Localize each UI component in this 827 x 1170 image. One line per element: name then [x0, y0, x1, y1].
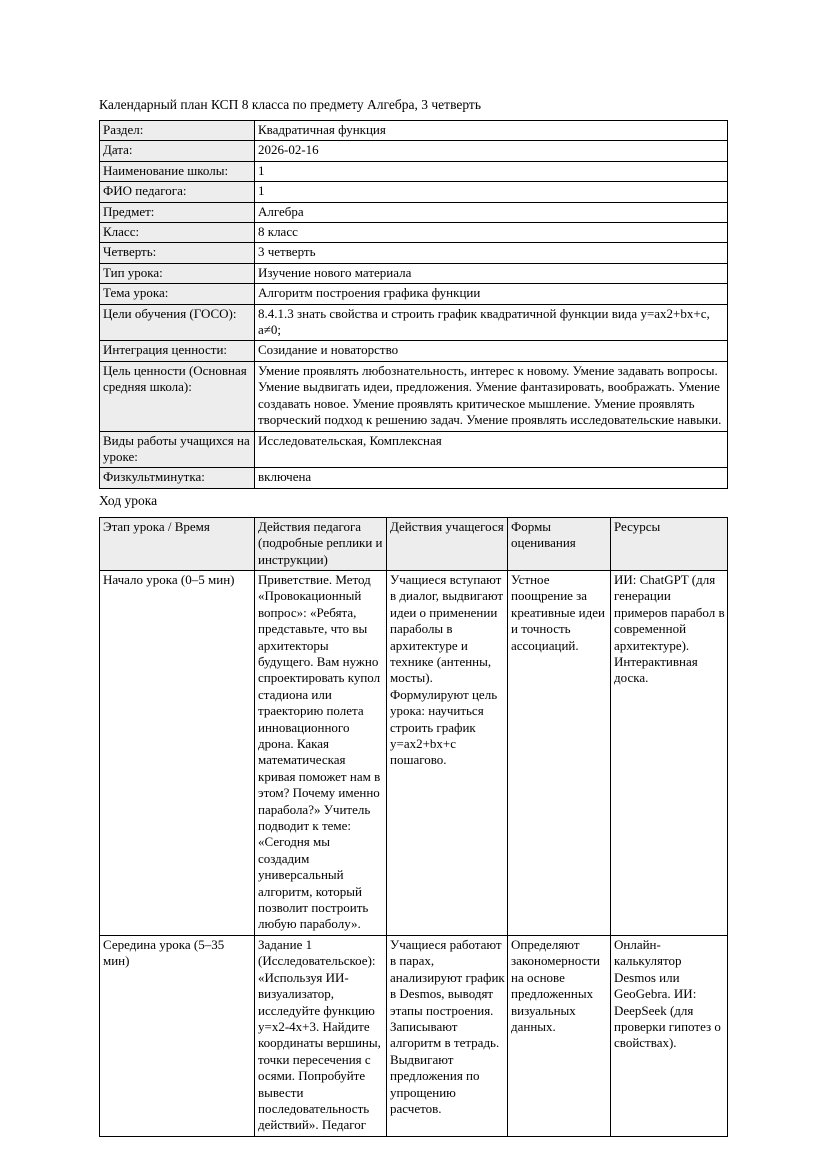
- lesson-flow-table: [99, 517, 728, 1137]
- table-row: [100, 341, 728, 361]
- cell-teacher-actions: Приветствие. Метод «Провокационный вопрос»: «Ребята, представьте, что вы архитекторы будущего. Вам нужно спроектировать купол стадиона или траекторию полета инновационного дрона. Какая математическая кривая поможет нам в этом? Почему именно парабола?» Учитель подводит к теме: «Сегодня мы создадим универсальный алгоритм, который позволит построить любую параболу».: [255, 570, 387, 935]
- info-value: Умение проявлять любознательность, интерес к новому. Умение задавать вопросы. Умение выдвигать идеи, предложения. Умение фантазировать, воображать. Умение создавать новое. Умение проявлять критическое мышление. Умение проявлять творческий подход к решению задач. Умение проявлять исследовательские навыки.: [255, 361, 728, 431]
- info-label: Четверть:: [100, 243, 255, 263]
- table-row: [100, 202, 728, 222]
- table-row: [100, 570, 728, 935]
- info-label: Цель ценности (Основная средняя школа):: [100, 361, 255, 431]
- table-row: [100, 141, 728, 161]
- table-row: [100, 182, 728, 202]
- info-value: включена: [255, 468, 728, 488]
- lesson-flow-heading: Ход урока: [99, 492, 158, 508]
- table-row: [100, 121, 728, 141]
- info-label: Физкультминутка:: [100, 468, 255, 488]
- info-label: Цели обучения (ГОСО):: [100, 304, 255, 341]
- column-header-stage: Этап урока / Время: [100, 517, 255, 570]
- table-header-row: [100, 517, 728, 570]
- table-row: [100, 284, 728, 304]
- cell-resources: Онлайн-калькулятор Desmos или GeoGebra. ИИ: DeepSeek (для проверки гипотез о свойствах).: [611, 935, 728, 1136]
- column-header-assessment-forms: Формы оценивания: [508, 517, 611, 570]
- table-row: [100, 243, 728, 263]
- table-row: [100, 431, 728, 468]
- info-label: ФИО педагога:: [100, 182, 255, 202]
- info-label: Виды работы учащихся на уроке:: [100, 431, 255, 468]
- column-header-teacher-actions: Действия педагога (подробные реплики и инструкции): [255, 517, 387, 570]
- table-row: [100, 263, 728, 283]
- info-value: 2026-02-16: [255, 141, 728, 161]
- table-row: [100, 361, 728, 431]
- info-label: Класс:: [100, 223, 255, 243]
- cell-teacher-actions: Задание 1 (Исследовательское): «Используя ИИ-визуализатор, исследуйте функцию y=x2-4x+3. Найдите координаты вершины, точки пересечения с осями. Попробуйте вывести последовательность действий». Педагог: [255, 935, 387, 1136]
- column-header-resources: Ресурсы: [611, 517, 728, 570]
- info-label: Наименование школы:: [100, 161, 255, 181]
- page-title: Календарный план КСП 8 класса по предмету Алгебра, 3 четверть: [99, 97, 481, 112]
- info-value: 1: [255, 161, 728, 181]
- info-label: Предмет:: [100, 202, 255, 222]
- info-value: 1: [255, 182, 728, 202]
- table-row: [100, 223, 728, 243]
- info-value: Квадратичная функция: [255, 121, 728, 141]
- info-label: Тема урока:: [100, 284, 255, 304]
- cell-assessment: Определяют закономерности на основе предложенных визуальных данных.: [508, 935, 611, 1136]
- cell-student-actions: Учащиеся работают в парах, анализируют график в Desmos, выводят этапы построения. Записывают алгоритм в тетрадь. Выдвигают предложения по упрощению расчетов.: [387, 935, 508, 1136]
- cell-student-actions: Учащиеся вступают в диалог, выдвигают идеи о применении параболы в архитектуре и технике (антенны, мосты). Формулируют цель урока: научиться строить график y=ax2+bx+c пошагово.: [387, 570, 508, 935]
- info-value: 8 класс: [255, 223, 728, 243]
- info-value: 8.4.1.3 знать свойства и строить график квадратичной функции вида y=ax2+bx+c, a≠0;: [255, 304, 728, 341]
- lesson-info-body: [100, 121, 728, 489]
- column-header-student-actions: Действия учащегося: [387, 517, 508, 570]
- cell-stage: Середина урока (5–35 мин): [100, 935, 255, 1136]
- info-value: Исследовательская, Комплексная: [255, 431, 728, 468]
- info-label: Интеграция ценности:: [100, 341, 255, 361]
- table-row: [100, 468, 728, 488]
- info-value: Алгебра: [255, 202, 728, 222]
- cell-resources: ИИ: ChatGPT (для генерации примеров парабол в современной архитектуре). Интерактивная доска.: [611, 570, 728, 935]
- document-content: [99, 96, 727, 1137]
- table-row: [100, 161, 728, 181]
- cell-stage: Начало урока (0–5 мин): [100, 570, 255, 935]
- lesson-flow-header: [100, 517, 728, 570]
- lesson-info-table: [99, 120, 728, 489]
- lesson-flow-body: [100, 570, 728, 1136]
- info-value: Алгоритм построения графика функции: [255, 284, 728, 304]
- info-value: Изучение нового материала: [255, 263, 728, 283]
- info-value: Созидание и новаторство: [255, 341, 728, 361]
- info-label: Раздел:: [100, 121, 255, 141]
- cell-assessment: Устное поощрение за креативные идеи и точность ассоциаций.: [508, 570, 611, 935]
- info-label: Тип урока:: [100, 263, 255, 283]
- table-row: [100, 935, 728, 1136]
- info-value: 3 четверть: [255, 243, 728, 263]
- table-row: [100, 304, 728, 341]
- info-label: Дата:: [100, 141, 255, 161]
